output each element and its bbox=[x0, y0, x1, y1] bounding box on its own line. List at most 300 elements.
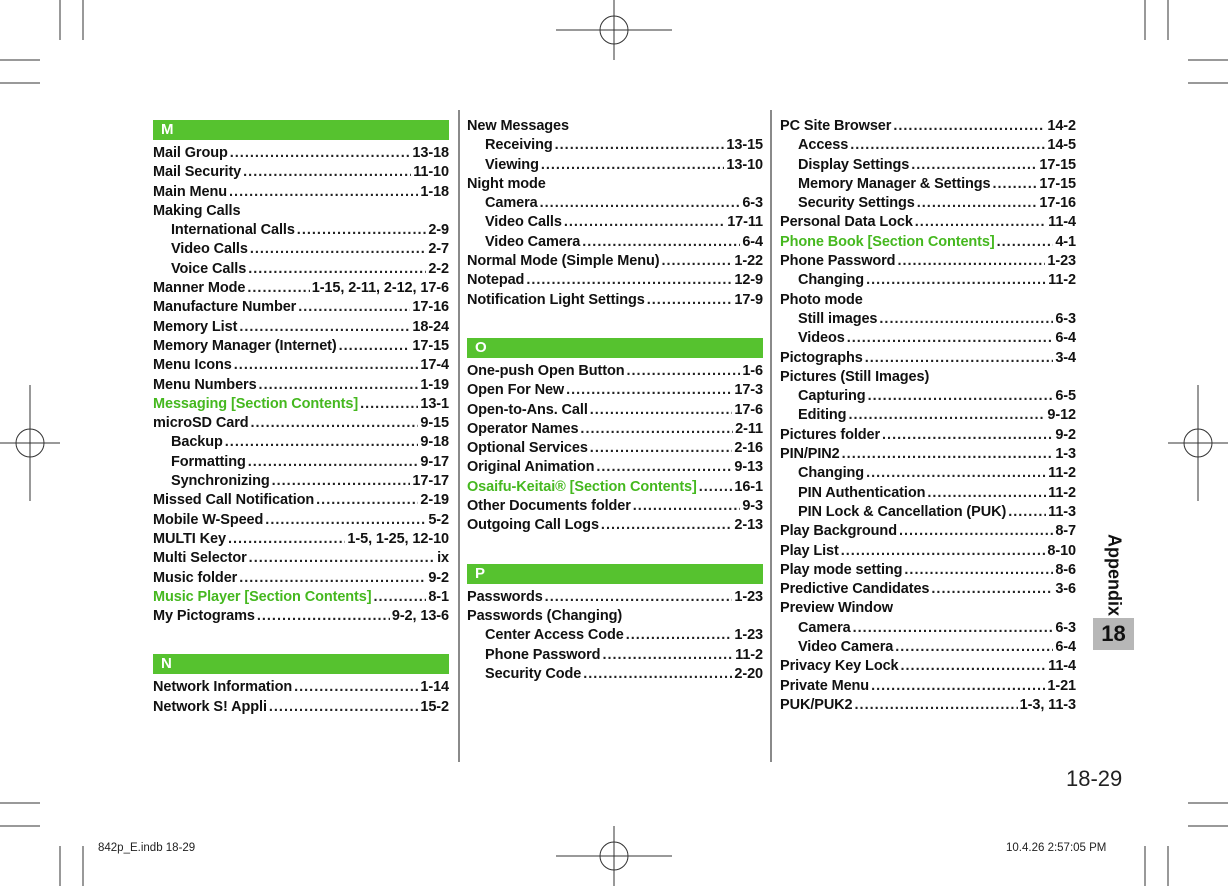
index-subentry bbox=[780, 485, 1076, 504]
dot-leader bbox=[564, 214, 725, 230]
dot-leader bbox=[269, 699, 419, 715]
entry-term: Changing bbox=[798, 272, 865, 289]
index-subentry bbox=[780, 330, 1076, 349]
index-entry bbox=[780, 658, 1076, 677]
index-column-2 bbox=[467, 118, 763, 685]
section-header-m: M bbox=[153, 120, 449, 140]
dot-leader bbox=[897, 253, 1045, 269]
dot-leader bbox=[239, 570, 426, 586]
dot-leader bbox=[848, 407, 1045, 423]
section-header-o: O bbox=[467, 338, 763, 358]
entry-term: Main Menu bbox=[153, 183, 228, 200]
entry-term: Private Menu bbox=[780, 677, 870, 694]
page-reference: 2-9 bbox=[428, 222, 449, 239]
dot-leader bbox=[248, 261, 426, 277]
page-reference: 11-2 bbox=[735, 646, 763, 663]
entry-term: Original Animation bbox=[467, 459, 595, 476]
dot-leader bbox=[868, 388, 1054, 404]
entry-term: Mail Group bbox=[153, 145, 228, 161]
index-entry bbox=[153, 203, 449, 222]
dot-leader bbox=[259, 377, 419, 393]
page-reference: 13-1 bbox=[420, 395, 449, 412]
index-subentry bbox=[467, 157, 763, 176]
entry-term: Music folder bbox=[153, 569, 238, 586]
index-subentry bbox=[780, 620, 1076, 639]
index-entry bbox=[153, 570, 449, 589]
dot-leader bbox=[633, 498, 741, 514]
dot-leader bbox=[294, 679, 418, 695]
page-reference: 15-2 bbox=[420, 698, 449, 715]
dot-leader bbox=[555, 137, 725, 153]
entry-term: Passwords bbox=[467, 588, 543, 605]
chapter-number: 18 bbox=[1093, 618, 1134, 650]
dot-leader bbox=[879, 311, 1053, 327]
page-reference: 1-6 bbox=[742, 362, 763, 379]
dot-leader bbox=[855, 697, 1018, 713]
section-link[interactable]: Music Player [Section Contents] bbox=[153, 588, 372, 605]
dot-leader bbox=[228, 531, 345, 547]
footer-file-info: 842p_E.indb 18-29 bbox=[98, 842, 196, 854]
index-entry bbox=[153, 550, 449, 569]
index-subentry bbox=[467, 195, 763, 214]
entry-term: Pictures (Still Images) bbox=[780, 368, 930, 385]
dot-leader bbox=[373, 589, 426, 605]
entry-term: Synchronizing bbox=[171, 473, 270, 490]
page-reference: 1-18 bbox=[420, 183, 449, 200]
dot-leader bbox=[601, 517, 732, 533]
dot-leader bbox=[882, 427, 1053, 443]
page-reference: 6-4 bbox=[1055, 330, 1076, 347]
dot-leader bbox=[230, 145, 411, 161]
entry-term: Mobile W-Speed bbox=[153, 511, 264, 528]
index-entry bbox=[153, 377, 449, 396]
index-entry[interactable] bbox=[780, 234, 1076, 253]
page-reference: 17-17 bbox=[412, 473, 449, 490]
page-reference: 9-12 bbox=[1047, 407, 1076, 424]
dot-leader bbox=[850, 137, 1045, 153]
page-reference: 9-17 bbox=[420, 453, 449, 470]
index-entry bbox=[153, 299, 449, 318]
page-reference: 11-4 bbox=[1048, 214, 1076, 231]
index-entry bbox=[153, 699, 449, 718]
index-column-3 bbox=[780, 118, 1076, 716]
dot-leader bbox=[239, 319, 410, 335]
page-reference: 13-18 bbox=[412, 145, 449, 161]
page-reference: 8-10 bbox=[1047, 542, 1076, 559]
dot-leader bbox=[865, 350, 1054, 366]
index-subentry bbox=[780, 388, 1076, 407]
page-reference: 11-3 bbox=[1048, 503, 1076, 520]
entry-term: Memory List bbox=[153, 318, 238, 335]
page-reference: 1-14 bbox=[420, 679, 449, 696]
index-entry bbox=[780, 427, 1076, 446]
page-reference: 9-2, 13-6 bbox=[391, 608, 449, 625]
entry-term: Display Settings bbox=[798, 156, 910, 173]
entry-term: Open For New bbox=[467, 382, 565, 399]
page-reference: 1-21 bbox=[1047, 677, 1076, 694]
index-entry bbox=[780, 369, 1076, 388]
index-entry bbox=[780, 118, 1076, 137]
dot-leader bbox=[248, 454, 419, 470]
index-entry bbox=[780, 446, 1076, 465]
index-subentry bbox=[780, 195, 1076, 214]
page-reference: 3-4 bbox=[1055, 349, 1076, 366]
index-entry bbox=[780, 678, 1076, 697]
page-reference: 1-3, 11-3 bbox=[1019, 696, 1076, 713]
page-reference: 9-2 bbox=[428, 569, 449, 586]
entry-term: Network S! Appli bbox=[153, 698, 267, 715]
entry-term: PUK/PUK2 bbox=[780, 696, 853, 713]
entry-term: Viewing bbox=[485, 156, 539, 173]
index-entry bbox=[153, 164, 449, 183]
dot-leader bbox=[360, 396, 418, 412]
dot-leader bbox=[841, 543, 1046, 559]
entry-term: Receiving bbox=[485, 137, 553, 154]
index-entry bbox=[780, 350, 1076, 369]
index-subentry bbox=[467, 137, 763, 156]
section-link[interactable]: Phone Book [Section Contents] bbox=[780, 233, 995, 250]
index-entry bbox=[467, 382, 763, 401]
entry-term: Privacy Key Lock bbox=[780, 658, 899, 675]
index-entry bbox=[467, 292, 763, 311]
dot-leader bbox=[931, 581, 1053, 597]
page-reference: 8-7 bbox=[1055, 523, 1076, 540]
dot-leader bbox=[243, 164, 411, 180]
entry-term: Notification Light Settings bbox=[467, 291, 645, 308]
page-reference: 9-18 bbox=[420, 434, 449, 451]
entry-term: Manufacture Number bbox=[153, 299, 297, 316]
page-reference: 13-15 bbox=[726, 137, 763, 154]
dot-leader bbox=[871, 678, 1045, 694]
index-subentry bbox=[780, 157, 1076, 176]
entry-term: Preview Window bbox=[780, 600, 893, 617]
entry-term: Menu Numbers bbox=[153, 376, 257, 393]
entry-term: Pictographs bbox=[780, 349, 863, 366]
dot-leader bbox=[249, 550, 435, 566]
dot-leader bbox=[893, 118, 1045, 134]
index-entry bbox=[780, 697, 1076, 716]
dot-leader bbox=[626, 627, 733, 643]
index-subentry bbox=[153, 473, 449, 492]
page-reference: 2-16 bbox=[734, 440, 763, 457]
page-reference: 17-4 bbox=[420, 357, 449, 374]
entry-term: Camera bbox=[798, 619, 851, 636]
index-subentry bbox=[467, 666, 763, 685]
index-entry bbox=[153, 608, 449, 627]
index-subentry bbox=[780, 176, 1076, 195]
entry-term: PIN Authentication bbox=[798, 484, 926, 501]
page-reference: 6-3 bbox=[742, 195, 763, 212]
dot-leader bbox=[247, 280, 309, 296]
dot-leader bbox=[842, 446, 1054, 462]
entry-term: Memory Manager & Settings bbox=[798, 175, 991, 192]
index-entry bbox=[780, 292, 1076, 311]
index-entry bbox=[467, 459, 763, 478]
index-subentry bbox=[467, 647, 763, 666]
entry-term: Notepad bbox=[467, 272, 525, 289]
page-reference: 17-11 bbox=[727, 214, 763, 231]
dot-leader bbox=[265, 512, 426, 528]
page-reference: 18-24 bbox=[412, 318, 449, 335]
index-entry bbox=[467, 498, 763, 517]
dot-leader bbox=[993, 176, 1038, 192]
page-reference: 8-1 bbox=[428, 588, 449, 605]
index-subentry bbox=[780, 504, 1076, 523]
dot-leader bbox=[1008, 504, 1046, 520]
dot-leader bbox=[234, 357, 419, 373]
entry-term: Menu Icons bbox=[153, 357, 232, 374]
page-reference: 17-15 bbox=[412, 337, 449, 354]
index-entry bbox=[780, 600, 1076, 619]
index-entry bbox=[153, 531, 449, 550]
index-entry bbox=[153, 415, 449, 434]
index-entry[interactable] bbox=[153, 589, 449, 608]
dot-leader bbox=[297, 222, 427, 238]
entry-term: Personal Data Lock bbox=[780, 214, 913, 231]
page-reference: 2-19 bbox=[420, 492, 449, 509]
page-reference: 1-5, 1-25, 12-10 bbox=[347, 530, 449, 547]
section-link[interactable]: Messaging [Section Contents] bbox=[153, 395, 359, 412]
index-entry bbox=[153, 492, 449, 511]
index-entry bbox=[467, 363, 763, 382]
entry-term: Phone Password bbox=[780, 253, 896, 270]
entry-term: Open-to-Ans. Call bbox=[467, 401, 588, 418]
entry-term: Camera bbox=[485, 195, 538, 212]
dot-leader bbox=[647, 292, 733, 308]
page-reference: 11-10 bbox=[413, 164, 449, 181]
page-reference: 13-10 bbox=[726, 156, 763, 173]
entry-term: Access bbox=[798, 137, 849, 154]
page-reference: 2-7 bbox=[428, 241, 449, 258]
page-reference: 17-16 bbox=[1039, 195, 1076, 212]
index-subentry bbox=[153, 241, 449, 260]
page-reference: 4-1 bbox=[1055, 233, 1076, 250]
appendix-side-tab bbox=[1093, 530, 1134, 648]
entry-term: microSD Card bbox=[153, 415, 249, 432]
page-reference: 6-4 bbox=[1055, 639, 1076, 656]
index-subentry bbox=[467, 234, 763, 253]
page-reference: 1-22 bbox=[734, 253, 763, 270]
entry-term: Video Calls bbox=[171, 241, 248, 258]
index-subentry bbox=[153, 454, 449, 473]
index-entry bbox=[467, 440, 763, 459]
dot-leader bbox=[582, 234, 740, 250]
dot-leader bbox=[699, 479, 733, 495]
entry-term: Play mode setting bbox=[780, 561, 903, 578]
index-entry bbox=[467, 608, 763, 627]
entry-term: International Calls bbox=[171, 222, 295, 239]
dot-leader bbox=[626, 363, 740, 379]
index-entry bbox=[467, 421, 763, 440]
entry-term: Security Code bbox=[485, 665, 582, 682]
page-reference: 14-2 bbox=[1047, 118, 1076, 134]
entry-term: Photo mode bbox=[780, 291, 863, 308]
entry-term: Video Camera bbox=[485, 233, 581, 250]
index-entry bbox=[153, 338, 449, 357]
index-entry bbox=[780, 253, 1076, 272]
index-entry bbox=[467, 176, 763, 195]
entry-term: New Messages bbox=[467, 118, 569, 134]
dot-leader bbox=[540, 195, 741, 211]
page-reference: 2-13 bbox=[734, 517, 763, 534]
index-entry bbox=[153, 679, 449, 698]
index-entry bbox=[467, 589, 763, 608]
page-reference: 17-15 bbox=[1039, 156, 1076, 173]
dot-leader bbox=[847, 330, 1054, 346]
page-reference: 6-4 bbox=[742, 233, 763, 250]
dot-leader bbox=[853, 620, 1054, 636]
index-entry bbox=[153, 145, 449, 164]
page-reference: 8-6 bbox=[1055, 561, 1076, 578]
entry-term: Security Settings bbox=[798, 195, 915, 212]
page-reference: 1-19 bbox=[420, 376, 449, 393]
entry-term: Outgoing Call Logs bbox=[467, 517, 599, 534]
entry-term: PC Site Browser bbox=[780, 118, 892, 134]
index-entry bbox=[467, 253, 763, 272]
entry-term: Videos bbox=[798, 330, 845, 347]
entry-term: Phone Password bbox=[485, 646, 601, 663]
page-reference: 14-5 bbox=[1047, 137, 1076, 154]
entry-term: Capturing bbox=[798, 388, 866, 405]
dot-leader bbox=[927, 485, 1046, 501]
entry-term: Other Documents folder bbox=[467, 498, 631, 515]
index-entry bbox=[153, 319, 449, 338]
index-entry bbox=[467, 272, 763, 291]
entry-term: Center Access Code bbox=[485, 627, 624, 644]
entry-term: Editing bbox=[798, 407, 847, 424]
page-reference: ix bbox=[437, 550, 449, 567]
index-entry[interactable] bbox=[467, 479, 763, 498]
dot-leader bbox=[997, 234, 1054, 250]
dot-leader bbox=[339, 338, 411, 354]
entry-term: Changing bbox=[798, 465, 865, 482]
page-reference: 1-15, 2-11, 2-12, 17-6 bbox=[311, 280, 449, 297]
index-entry bbox=[467, 402, 763, 421]
page-reference: 1-3 bbox=[1055, 446, 1076, 463]
index-entry bbox=[780, 581, 1076, 600]
entry-term: Manner Mode bbox=[153, 280, 246, 297]
index-subentry bbox=[780, 272, 1076, 291]
dot-leader bbox=[526, 272, 732, 288]
page-reference: 17-9 bbox=[734, 291, 763, 308]
entry-term: Normal Mode (Simple Menu) bbox=[467, 253, 660, 270]
dot-leader bbox=[580, 421, 733, 437]
page-reference: 17-3 bbox=[734, 382, 763, 399]
page-reference: 2-20 bbox=[734, 665, 763, 682]
page-reference: 2-2 bbox=[428, 260, 449, 277]
index-subentry bbox=[153, 222, 449, 241]
page-reference: 17-6 bbox=[734, 401, 763, 418]
entry-term: My Pictograms bbox=[153, 608, 255, 625]
page-reference: 5-2 bbox=[428, 511, 449, 528]
dot-leader bbox=[545, 589, 733, 605]
index-subentry bbox=[780, 407, 1076, 426]
index-entry bbox=[153, 357, 449, 376]
entry-term: Pictures folder bbox=[780, 426, 881, 443]
entry-term: Play List bbox=[780, 542, 839, 559]
page-reference: 9-2 bbox=[1055, 426, 1076, 443]
page-reference: 6-5 bbox=[1055, 388, 1076, 405]
entry-term: Missed Call Notification bbox=[153, 492, 315, 509]
entry-term: Mail Security bbox=[153, 164, 242, 181]
index-subentry bbox=[467, 627, 763, 646]
entry-term: Play Background bbox=[780, 523, 897, 540]
entry-term: Passwords (Changing) bbox=[467, 607, 623, 624]
section-link[interactable]: Osaifu-Keitai® [Section Contents] bbox=[467, 478, 697, 495]
entry-term: Network Information bbox=[153, 679, 293, 696]
index-subentry bbox=[780, 137, 1076, 156]
entry-term: Video Calls bbox=[485, 214, 562, 231]
dot-leader bbox=[257, 608, 390, 624]
dot-leader bbox=[915, 214, 1046, 230]
entry-term: Video Camera bbox=[798, 639, 894, 656]
page-reference: 6-3 bbox=[1055, 310, 1076, 327]
index-subentry bbox=[780, 311, 1076, 330]
dot-leader bbox=[866, 272, 1046, 288]
entry-term: Night mode bbox=[467, 175, 546, 192]
page-reference: 1-23 bbox=[734, 588, 763, 605]
entry-term: Voice Calls bbox=[171, 260, 247, 277]
index-entry bbox=[467, 517, 763, 536]
index-entry bbox=[467, 118, 763, 137]
dot-leader bbox=[866, 465, 1046, 481]
page-reference: 17-15 bbox=[1039, 175, 1076, 192]
dot-leader bbox=[298, 299, 410, 315]
dot-leader bbox=[596, 459, 732, 475]
entry-term: Optional Services bbox=[467, 440, 588, 457]
dot-leader bbox=[602, 647, 733, 663]
dot-leader bbox=[229, 184, 418, 200]
index-entry[interactable] bbox=[153, 396, 449, 415]
entry-term: Multi Selector bbox=[153, 550, 247, 567]
page-reference: 1-23 bbox=[734, 627, 763, 644]
side-tab-label: Appendix bbox=[1104, 533, 1124, 617]
entry-term: Formatting bbox=[171, 453, 246, 470]
entry-term: Still images bbox=[798, 310, 878, 327]
dot-leader bbox=[899, 523, 1053, 539]
index-subentry bbox=[467, 214, 763, 233]
index-column-1 bbox=[153, 118, 449, 718]
dot-leader bbox=[590, 402, 733, 418]
index-entry bbox=[153, 184, 449, 203]
page-number: 18-29 bbox=[1066, 766, 1123, 791]
index-entry bbox=[780, 523, 1076, 542]
dot-leader bbox=[225, 434, 419, 450]
page-reference: 12-9 bbox=[734, 272, 763, 289]
dot-leader bbox=[566, 382, 732, 398]
entry-term: Predictive Candidates bbox=[780, 581, 930, 598]
column-divider bbox=[770, 110, 772, 762]
index-entry bbox=[153, 512, 449, 531]
dot-leader bbox=[541, 157, 725, 173]
entry-term: PIN Lock & Cancellation (PUK) bbox=[798, 503, 1007, 520]
footer-timestamp: 10.4.26 2:57:05 PM bbox=[1006, 842, 1107, 854]
entry-term: Memory Manager (Internet) bbox=[153, 337, 337, 354]
index-subentry bbox=[153, 261, 449, 280]
page-reference: 3-6 bbox=[1055, 581, 1076, 598]
section-header-n: N bbox=[153, 654, 449, 674]
page-reference: 1-23 bbox=[1047, 253, 1076, 270]
page-reference: 11-2 bbox=[1048, 272, 1076, 289]
index-entry bbox=[780, 214, 1076, 233]
section-header-p: P bbox=[467, 564, 763, 584]
page-reference: 16-1 bbox=[734, 478, 763, 495]
index-subentry bbox=[780, 465, 1076, 484]
dot-leader bbox=[901, 658, 1047, 674]
dot-leader bbox=[904, 562, 1053, 578]
entry-term: Backup bbox=[171, 434, 223, 451]
dot-leader bbox=[316, 492, 418, 508]
